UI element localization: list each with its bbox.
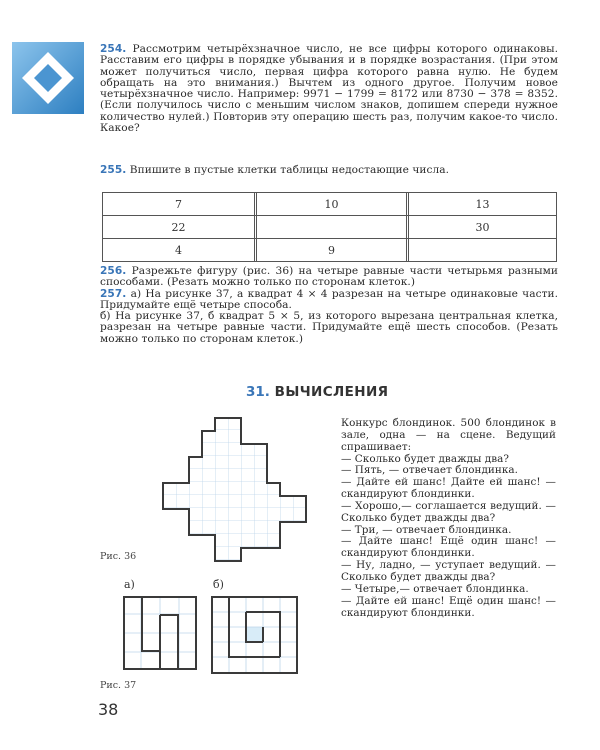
table-cell: 22 (103, 216, 255, 239)
section-heading (246, 384, 388, 400)
section-title: ВЫЧИСЛЕНИЯ (274, 384, 389, 400)
problems-256-257 (100, 266, 558, 345)
problem-257-b: б) На рисунке 37, б квадрат 5 × 5, из которого вырезана центральная клетка, разрезан на четыре равные части. Придумайте ещё шесть способов. (Резать можно только по сторонам клеток.) (100, 310, 558, 345)
table-cell (257, 216, 407, 239)
problem-text: Разрежьте фигуру (рис. 36) на четыре равные части четырьмя разными способами. (Резать можно только по сторонам клеток.) (100, 265, 558, 289)
problem-number: 256. (100, 265, 127, 277)
section-number: 31. (246, 384, 270, 400)
table-cell: 10 (257, 193, 407, 216)
figure-36 (150, 416, 330, 562)
table-cell: 13 (409, 193, 557, 216)
table-row (103, 193, 557, 216)
problem-number: 255. (100, 164, 127, 176)
figure-37-label-a: а) (124, 578, 135, 591)
problem-256 (100, 266, 558, 289)
problem-257 (100, 289, 558, 312)
figure-37-caption: Рис. 37 (100, 680, 137, 691)
problem-text: Впишите в пустые клетки таблицы недостающие числа. (129, 164, 450, 176)
center-cell (247, 627, 264, 642)
table-cell: 4 (103, 239, 255, 262)
problem-text-a: а) На рисунке 37, а квадрат 4 × 4 разрезан на четыре одинаковые части. Придумайте ещё четыре способа. (100, 287, 559, 311)
joke-text: Конкурс блондинок. 500 блондинок в зале, одна — на сцене. Ведущий спрашивает: — Сколько будет дважды два? — Пять, — отвечает блондинка. — Дайте ей шанс! Дайте ей шанс! — скандируют блондинки. — Хорошо,— соглашается ведущий. — Сколько будет дважды два? — Три, — отвечает блондинка. — Дайте шанс! Ещё один шанс! — скандируют блондинки. — Ну, ладно, — уступает ведущий. — Сколько будет дважды два? — Четыре,— отвечает блондинка. — Дайте ей шанс! Ещё один шанс! — скандируют блондинки. (341, 417, 556, 619)
figure-36-caption: Рис. 36 (100, 551, 137, 562)
problem-number: 257. (100, 287, 127, 300)
figure-37a (122, 595, 198, 671)
figure-36-shape (163, 418, 306, 561)
missing-numbers-table (102, 192, 557, 262)
table-cell (409, 239, 557, 262)
problem-text: Рассмотрим четырёхзначное число, не все цифры которого одинаковы. Расставим его цифры в порядке убывания и в порядке возрастания. (При этом может получиться число, первая цифра которого равна нулю. Не будем обращать на это внимания.) Вычтем из одного другое. Получим новое четырёхзначное число. Например: 9971 − 1799 = 8172 или 8730 − 378 = 8352. (Если получилось число с меньшим числом знаков, допишем спереди нужное количество нулей.) Повторив эту операцию шесть раз, получим какое-то число. Какое? (100, 43, 558, 135)
page-number: 38 (98, 700, 119, 719)
section-logo-icon (12, 42, 84, 114)
table-cell: 9 (257, 239, 407, 262)
problem-number: 254. (100, 43, 127, 55)
problem-255 (100, 165, 558, 176)
table-row (103, 216, 557, 239)
figure-37-label-b: б) (213, 578, 224, 591)
table-cell: 30 (409, 216, 557, 239)
table-cell: 7 (103, 193, 255, 216)
problem-254 (100, 44, 558, 134)
table-row (103, 239, 557, 262)
figure-37b (210, 595, 300, 675)
